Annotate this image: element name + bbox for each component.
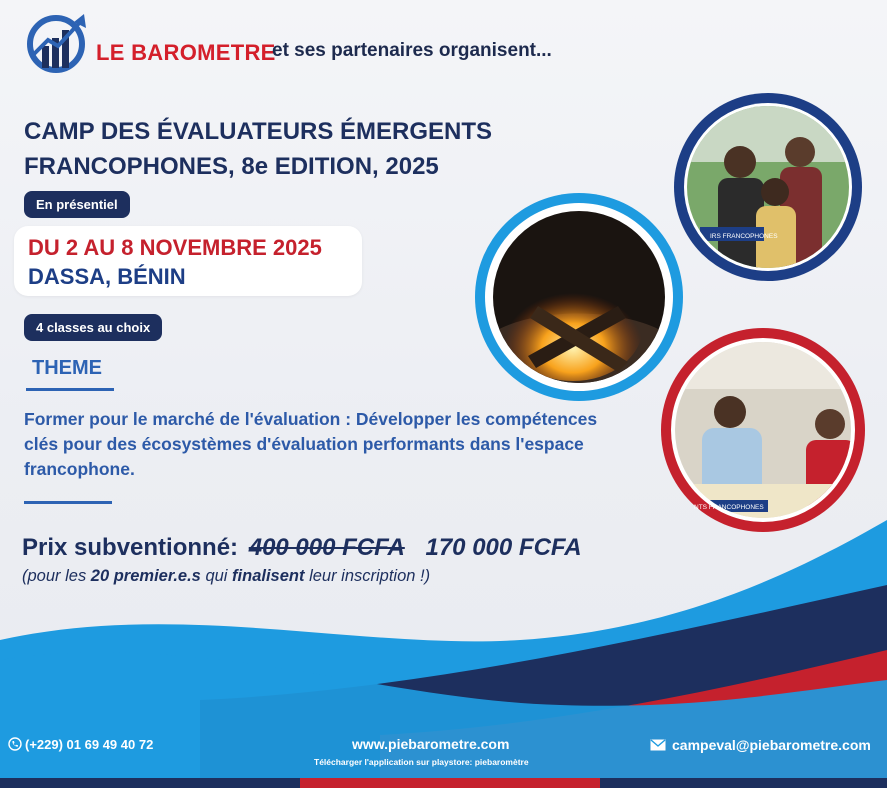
event-dates: DU 2 AU 8 NOVEMBRE 2025: [28, 235, 322, 260]
price-label: Prix subventionné:: [22, 534, 239, 561]
footer-download-note: Télécharger l'application sur playstore: piebaromètre: [314, 757, 529, 767]
footer-phone[interactable]: [8, 737, 153, 752]
footer-phone-text: (+229) 01 69 49 40 72: [25, 737, 154, 752]
price-note-bold-2: finalisent: [232, 567, 305, 585]
photo-top-caption: IRS FRANCOPHONES: [710, 233, 778, 240]
footer-email[interactable]: [650, 737, 871, 753]
event-title-line-1: CAMP DES ÉVALUATEURS ÉMERGENTS: [24, 118, 493, 145]
brand-name: LE BAROMETRE: [96, 40, 276, 65]
price-note-part-3: leur inscription !): [304, 567, 431, 585]
theme-divider: [24, 501, 112, 504]
classes-badge: 4 classes au choix: [24, 314, 162, 341]
photo-bottom-caption: NTS FRANCOPHONES: [694, 504, 764, 511]
theme-heading: THEME: [32, 357, 102, 379]
event-location: DASSA, BÉNIN: [28, 264, 186, 289]
mail-icon: [650, 739, 666, 751]
footer-website[interactable]: www.piebarometre.com: [352, 736, 510, 752]
photo-participants-top: [660, 92, 876, 282]
price-note-part-2: qui: [200, 567, 233, 585]
price-note-part-1: (pour les: [22, 567, 91, 585]
phone-icon: [8, 737, 22, 751]
price-new: 170 000 FCFA: [425, 534, 582, 561]
price-note-bold-1: 20 premier.e.s: [90, 567, 201, 585]
footer-email-text: campeval@piebarometre.com: [672, 737, 871, 753]
barometre-logo-icon: [24, 10, 90, 74]
header-tagline: et ses partenaires organisent...: [272, 40, 552, 61]
theme-text: Former pour le marché de l'évaluation : Développer les compétences clés pour des écosystèmes d'évaluation performants dans l'espace francophone.: [24, 409, 598, 479]
event-title-line-2: FRANCOPHONES, 8e EDITION, 2025: [24, 153, 439, 180]
price-note: [22, 567, 430, 586]
price-row: [22, 534, 582, 562]
bottom-strip-accent: [300, 778, 600, 788]
theme-underline: [26, 388, 114, 391]
format-badge: En présentiel: [24, 191, 130, 218]
photo-participants-bottom: [650, 324, 876, 538]
price-old: 400 000 FCFA: [248, 534, 405, 561]
